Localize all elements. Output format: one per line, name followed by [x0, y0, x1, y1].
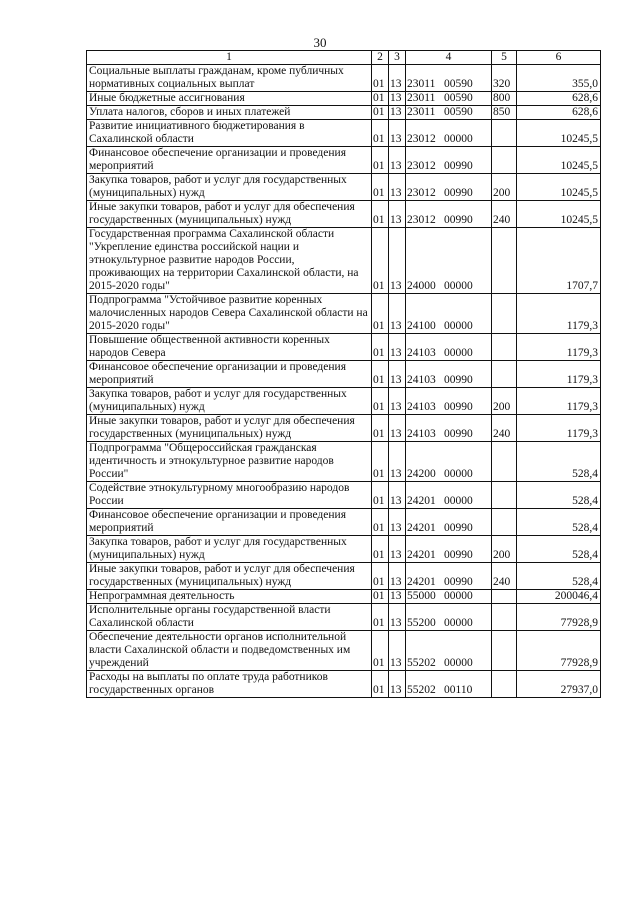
amount: 528,4 [517, 482, 601, 509]
expense-name: Государственная программа Сахалинской области "Укрепление единства российской нации и этнокультурное развитие народов России, проживающих на территории Сахалинской области, на 2015-2020 годы" [87, 228, 372, 294]
amount: 10245,5 [517, 147, 601, 174]
target-article-code [406, 536, 492, 563]
table-row [87, 415, 601, 442]
expense-name: Иные закупки товаров, работ и услуг для обеспечения государственных (муниципальных) нужд [87, 201, 372, 228]
amount: 77928,9 [517, 604, 601, 631]
amount: 528,4 [517, 563, 601, 590]
expense-name: Подпрограмма "Устойчивое развитие коренных малочисленных народов Севера Сахалинской области на 2015-2020 годы" [87, 294, 372, 334]
expense-name: Расходы на выплаты по оплате труда работников государственных органов [87, 671, 372, 698]
target-article-part-1: 23012 [407, 214, 436, 226]
amount: 355,0 [517, 65, 601, 92]
target-article-code [406, 442, 492, 482]
expense-type-code [492, 671, 517, 698]
amount: 10245,5 [517, 201, 601, 228]
expense-name: Непрограммная деятельность [87, 590, 372, 604]
amount: 628,6 [517, 106, 601, 120]
amount: 528,4 [517, 509, 601, 536]
subsection-code: 13 [389, 120, 406, 147]
target-article-part-1: 23011 [407, 106, 436, 118]
target-article-part-1: 55000 [407, 590, 436, 602]
target-article-code [406, 65, 492, 92]
expense-type-code: 240 [492, 201, 517, 228]
table-row [87, 106, 601, 120]
expense-type-code [492, 590, 517, 604]
section-code: 01 [372, 201, 389, 228]
subsection-code: 13 [389, 442, 406, 482]
target-article-code [406, 604, 492, 631]
table-row [87, 671, 601, 698]
header-col-1: 1 [87, 51, 372, 65]
section-code: 01 [372, 536, 389, 563]
target-article-part-2: 00000 [444, 495, 473, 507]
table-row [87, 174, 601, 201]
header-col-4: 4 [406, 51, 492, 65]
header-col-2: 2 [372, 51, 389, 65]
target-article-part-2: 00000 [444, 468, 473, 480]
target-article-code [406, 106, 492, 120]
target-article-code [406, 509, 492, 536]
target-article-part-2: 00990 [444, 374, 473, 386]
target-article-code [406, 294, 492, 334]
table-row [87, 294, 601, 334]
expense-type-code [492, 120, 517, 147]
expense-type-code [492, 334, 517, 361]
header-col-3: 3 [389, 51, 406, 65]
target-article-code [406, 120, 492, 147]
expense-type-code [492, 228, 517, 294]
table-row [87, 120, 601, 147]
target-article-part-1: 24103 [407, 428, 436, 440]
amount: 10245,5 [517, 120, 601, 147]
target-article-part-1: 24201 [407, 522, 436, 534]
amount: 27937,0 [517, 671, 601, 698]
subsection-code: 13 [389, 228, 406, 294]
target-article-code [406, 388, 492, 415]
subsection-code: 13 [389, 106, 406, 120]
expense-name: Развитие инициативного бюджетирования в Сахалинской области [87, 120, 372, 147]
expense-name: Иные бюджетные ассигнования [87, 92, 372, 106]
amount: 1179,3 [517, 361, 601, 388]
expense-type-code [492, 442, 517, 482]
section-code: 01 [372, 509, 389, 536]
table-row [87, 509, 601, 536]
target-article-part-2: 00000 [444, 280, 473, 292]
target-article-part-1: 24201 [407, 576, 436, 588]
target-article-part-1: 55200 [407, 617, 436, 629]
target-article-part-2: 00990 [444, 187, 473, 199]
target-article-part-2: 00000 [444, 617, 473, 629]
subsection-code: 13 [389, 482, 406, 509]
expense-type-code: 800 [492, 92, 517, 106]
section-code: 01 [372, 120, 389, 147]
target-article-part-1: 24201 [407, 549, 436, 561]
table-body [87, 65, 601, 698]
expense-type-code: 850 [492, 106, 517, 120]
table-row [87, 631, 601, 671]
target-article-code [406, 201, 492, 228]
target-article-code [406, 361, 492, 388]
target-article-code [406, 92, 492, 106]
section-code: 01 [372, 106, 389, 120]
table-row [87, 92, 601, 106]
subsection-code: 13 [389, 201, 406, 228]
expense-name: Закупка товаров, работ и услуг для государственных (муниципальных) нужд [87, 388, 372, 415]
target-article-part-1: 23012 [407, 160, 436, 172]
target-article-code [406, 415, 492, 442]
subsection-code: 13 [389, 388, 406, 415]
amount: 1179,3 [517, 334, 601, 361]
table-row [87, 482, 601, 509]
target-article-part-2: 00990 [444, 549, 473, 561]
budget-table [86, 50, 601, 698]
target-article-part-2: 00990 [444, 576, 473, 588]
section-code: 01 [372, 442, 389, 482]
expense-name: Иные закупки товаров, работ и услуг для обеспечения государственных (муниципальных) нужд [87, 415, 372, 442]
amount: 10245,5 [517, 174, 601, 201]
target-article-part-2: 00990 [444, 160, 473, 172]
expense-name: Иные закупки товаров, работ и услуг для обеспечения государственных (муниципальных) нужд [87, 563, 372, 590]
table-row [87, 65, 601, 92]
subsection-code: 13 [389, 604, 406, 631]
target-article-part-1: 55202 [407, 657, 436, 669]
header-row [87, 51, 601, 65]
expense-type-code [492, 509, 517, 536]
target-article-code [406, 563, 492, 590]
expense-name: Подпрограмма "Общероссийская гражданская идентичность и этнокультурное развитие народов России" [87, 442, 372, 482]
target-article-code [406, 174, 492, 201]
section-code: 01 [372, 482, 389, 509]
expense-type-code [492, 482, 517, 509]
target-article-part-2: 00990 [444, 214, 473, 226]
target-article-part-2: 00590 [444, 78, 473, 90]
section-code: 01 [372, 604, 389, 631]
target-article-part-1: 24200 [407, 468, 436, 480]
target-article-code [406, 590, 492, 604]
expense-name: Финансовое обеспечение организации и проведения мероприятий [87, 509, 372, 536]
subsection-code: 13 [389, 590, 406, 604]
target-article-part-2: 00590 [444, 92, 473, 104]
target-article-part-2: 00990 [444, 428, 473, 440]
target-article-part-1: 24000 [407, 280, 436, 292]
target-article-part-2: 00990 [444, 522, 473, 534]
expense-name: Содействие этнокультурному многообразию народов России [87, 482, 372, 509]
subsection-code: 13 [389, 631, 406, 671]
amount: 628,6 [517, 92, 601, 106]
subsection-code: 13 [389, 671, 406, 698]
subsection-code: 13 [389, 65, 406, 92]
target-article-part-1: 24201 [407, 495, 436, 507]
expense-type-code: 200 [492, 388, 517, 415]
section-code: 01 [372, 671, 389, 698]
section-code: 01 [372, 563, 389, 590]
expense-type-code: 200 [492, 536, 517, 563]
table-row [87, 228, 601, 294]
subsection-code: 13 [389, 147, 406, 174]
target-article-part-1: 24103 [407, 401, 436, 413]
expense-name: Закупка товаров, работ и услуг для государственных (муниципальных) нужд [87, 536, 372, 563]
expense-name: Социальные выплаты гражданам, кроме публичных нормативных социальных выплат [87, 65, 372, 92]
table-row [87, 388, 601, 415]
table-row [87, 442, 601, 482]
table-row [87, 361, 601, 388]
amount: 528,4 [517, 536, 601, 563]
target-article-part-1: 24103 [407, 374, 436, 386]
target-article-code [406, 334, 492, 361]
target-article-code [406, 631, 492, 671]
section-code: 01 [372, 294, 389, 334]
target-article-part-2: 00110 [444, 684, 473, 696]
table-row [87, 334, 601, 361]
target-article-part-2: 00590 [444, 106, 473, 118]
amount: 1179,3 [517, 415, 601, 442]
table-header [87, 51, 601, 65]
expense-type-code [492, 294, 517, 334]
target-article-part-1: 23011 [407, 78, 436, 90]
target-article-part-1: 23012 [407, 133, 436, 145]
target-article-code [406, 228, 492, 294]
subsection-code: 13 [389, 563, 406, 590]
subsection-code: 13 [389, 361, 406, 388]
target-article-part-1: 23011 [407, 92, 436, 104]
expense-type-code [492, 361, 517, 388]
subsection-code: 13 [389, 334, 406, 361]
table-row [87, 604, 601, 631]
section-code: 01 [372, 415, 389, 442]
subsection-code: 13 [389, 92, 406, 106]
table-row [87, 563, 601, 590]
target-article-part-1: 55202 [407, 684, 436, 696]
section-code: 01 [372, 361, 389, 388]
table-row [87, 201, 601, 228]
expense-name: Уплата налогов, сборов и иных платежей [87, 106, 372, 120]
header-col-6: 6 [517, 51, 601, 65]
amount: 528,4 [517, 442, 601, 482]
target-article-part-1: 24103 [407, 347, 436, 359]
header-col-5: 5 [492, 51, 517, 65]
section-code: 01 [372, 228, 389, 294]
target-article-part-1: 24100 [407, 320, 436, 332]
subsection-code: 13 [389, 536, 406, 563]
expense-name: Повышение общественной активности коренных народов Севера [87, 334, 372, 361]
expense-type-code [492, 604, 517, 631]
expense-name: Финансовое обеспечение организации и проведения мероприятий [87, 361, 372, 388]
amount: 1179,3 [517, 388, 601, 415]
target-article-part-2: 00000 [444, 320, 473, 332]
expense-name: Закупка товаров, работ и услуг для государственных (муниципальных) нужд [87, 174, 372, 201]
table-row [87, 536, 601, 563]
page-number: 30 [313, 35, 327, 50]
section-code: 01 [372, 65, 389, 92]
table-row [87, 147, 601, 174]
table-row [87, 590, 601, 604]
expense-type-code: 320 [492, 65, 517, 92]
subsection-code: 13 [389, 174, 406, 201]
target-article-code [406, 482, 492, 509]
target-article-part-2: 00000 [444, 590, 473, 602]
amount: 1179,3 [517, 294, 601, 334]
section-code: 01 [372, 388, 389, 415]
target-article-code [406, 147, 492, 174]
section-code: 01 [372, 631, 389, 671]
section-code: 01 [372, 174, 389, 201]
section-code: 01 [372, 590, 389, 604]
expense-name: Обеспечение деятельности органов исполнительной власти Сахалинской области и подведомственных им учреждений [87, 631, 372, 671]
target-article-part-1: 23012 [407, 187, 436, 199]
target-article-code [406, 671, 492, 698]
expense-type-code [492, 147, 517, 174]
expense-type-code: 200 [492, 174, 517, 201]
expense-name: Финансовое обеспечение организации и проведения мероприятий [87, 147, 372, 174]
expense-type-code: 240 [492, 415, 517, 442]
subsection-code: 13 [389, 509, 406, 536]
target-article-part-2: 00000 [444, 657, 473, 669]
section-code: 01 [372, 334, 389, 361]
amount: 1707,7 [517, 228, 601, 294]
expense-type-code [492, 631, 517, 671]
target-article-part-2: 00000 [444, 133, 473, 145]
section-code: 01 [372, 92, 389, 106]
subsection-code: 13 [389, 415, 406, 442]
expense-name: Исполнительные органы государственной власти Сахалинской области [87, 604, 372, 631]
target-article-part-2: 00990 [444, 401, 473, 413]
target-article-part-2: 00000 [444, 347, 473, 359]
section-code: 01 [372, 147, 389, 174]
amount: 77928,9 [517, 631, 601, 671]
expense-type-code: 240 [492, 563, 517, 590]
amount: 200046,4 [517, 590, 601, 604]
subsection-code: 13 [389, 294, 406, 334]
